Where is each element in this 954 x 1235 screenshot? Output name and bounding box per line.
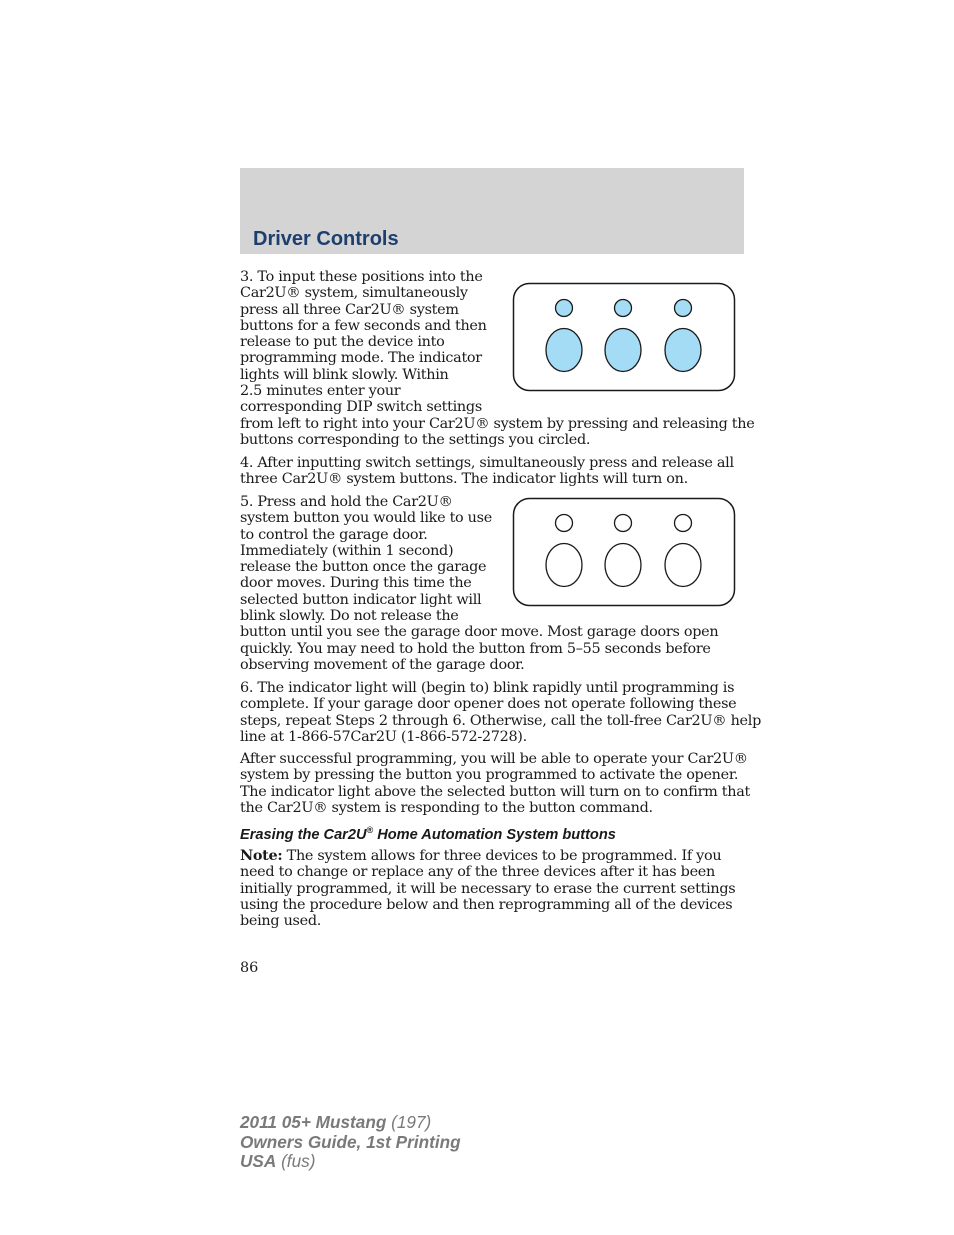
indicator-light-2 xyxy=(615,300,632,317)
footer-line xyxy=(240,1113,461,1133)
footer-model: 2011 05+ Mustang xyxy=(240,1112,387,1132)
note-label: Note: xyxy=(240,847,283,864)
text-line xyxy=(240,848,735,864)
text-line: quickly. You may need to hold the button from 5–55 seconds before xyxy=(240,640,711,657)
step-4-paragraph xyxy=(240,455,734,488)
text-line: being used. xyxy=(240,913,322,930)
text-line: release to put the device into xyxy=(240,334,445,351)
system-button-3 xyxy=(665,329,701,372)
after-programming-paragraph xyxy=(240,751,750,816)
text-line: After successful programming, you will be able to operate your Car2U® xyxy=(240,751,748,767)
text-line: buttons for a few seconds and then xyxy=(240,317,487,334)
text-line: using the procedure below and then reprogramming all of the devices xyxy=(240,896,733,913)
system-button-1 xyxy=(546,329,582,372)
text-line: The indicator light above the selected button will turn on to confirm that xyxy=(240,783,750,800)
subheading-text: Home Automation System buttons xyxy=(373,826,616,843)
indicator-light-3 xyxy=(675,300,692,317)
text-line: system by pressing the button you programmed to activate the opener. xyxy=(240,767,739,784)
text-line: to control the garage door. xyxy=(240,526,428,543)
indicator-light-1 xyxy=(556,300,573,317)
text-line: blink slowly. Do not release the xyxy=(240,608,459,625)
indicator-light-3 xyxy=(675,515,692,532)
text-line: from left to right into your Car2U® system by pressing and releasing the xyxy=(240,415,755,432)
text-line: line at 1-866-57Car2U (1-866-572-2728). xyxy=(240,728,527,745)
car2u-buttons-unlit-figure xyxy=(512,497,736,607)
footer-guide: Owners Guide, 1st Printing xyxy=(240,1131,461,1152)
page-number: 86 xyxy=(240,960,259,976)
text-line: 3. To input these positions into the xyxy=(240,269,483,285)
system-button-2 xyxy=(605,544,641,587)
section-header xyxy=(240,168,744,254)
footer-line xyxy=(240,1133,461,1153)
text-line: the Car2U® system is responding to the button command. xyxy=(240,799,653,816)
text-line: buttons corresponding to the settings you circled. xyxy=(240,431,591,448)
indicator-light-2 xyxy=(615,515,632,532)
step-6-paragraph xyxy=(240,680,761,745)
system-button-2 xyxy=(605,329,641,372)
text-line: press all three Car2U® system xyxy=(240,301,459,318)
text-line: initially programmed, it will be necessary to erase the current settings xyxy=(240,880,736,897)
note-paragraph xyxy=(240,848,735,929)
text-line: lights will blink slowly. Within xyxy=(240,366,449,383)
text-line: button until you see the garage door move. Most garage doors open xyxy=(240,624,719,641)
document-footer xyxy=(240,1113,461,1172)
text-line: Car2U® system, simultaneously xyxy=(240,285,468,302)
system-button-1 xyxy=(546,544,582,587)
note-text: The system allows for three devices to be programmed. If you xyxy=(282,848,722,864)
text-line: Immediately (within 1 second) xyxy=(240,542,454,559)
text-line: need to change or replace any of the three devices after it has been xyxy=(240,864,715,881)
footer-code: (197) xyxy=(386,1112,432,1132)
text-line: selected button indicator light will xyxy=(240,591,482,608)
text-line: release the button once the garage xyxy=(240,559,487,576)
system-button-3 xyxy=(665,544,701,587)
footer-region: USA xyxy=(240,1151,277,1171)
text-line: complete. If your garage door opener does not operate following these xyxy=(240,696,737,713)
car2u-buttons-lit-figure xyxy=(512,282,736,392)
text-line: three Car2U® system buttons. The indicator lights will turn on. xyxy=(240,471,688,488)
text-line: 4. After inputting switch settings, simultaneously press and release all xyxy=(240,455,734,471)
footer-line xyxy=(240,1152,461,1172)
text-line: corresponding DIP switch settings xyxy=(240,399,482,416)
text-line: observing movement of the garage door. xyxy=(240,656,525,673)
text-line: 5. Press and hold the Car2U® xyxy=(240,494,453,510)
text-line: system button you would like to use xyxy=(240,510,492,527)
text-line: programming mode. The indicator xyxy=(240,350,482,367)
text-line: door moves. During this time the xyxy=(240,575,472,592)
subheading-text: Erasing the Car2U xyxy=(240,826,367,843)
indicator-light-1 xyxy=(556,515,573,532)
registered-mark: ® xyxy=(366,825,374,835)
erasing-subheading xyxy=(240,825,616,843)
text-line: 2.5 minutes enter your xyxy=(240,383,401,400)
text-line: steps, repeat Steps 2 through 6. Otherwise, call the toll-free Car2U® help xyxy=(240,712,761,729)
text-line: 6. The indicator light will (begin to) blink rapidly until programming is xyxy=(240,680,735,696)
section-title: Driver Controls xyxy=(253,228,399,250)
footer-region-code: (fus) xyxy=(276,1151,316,1171)
